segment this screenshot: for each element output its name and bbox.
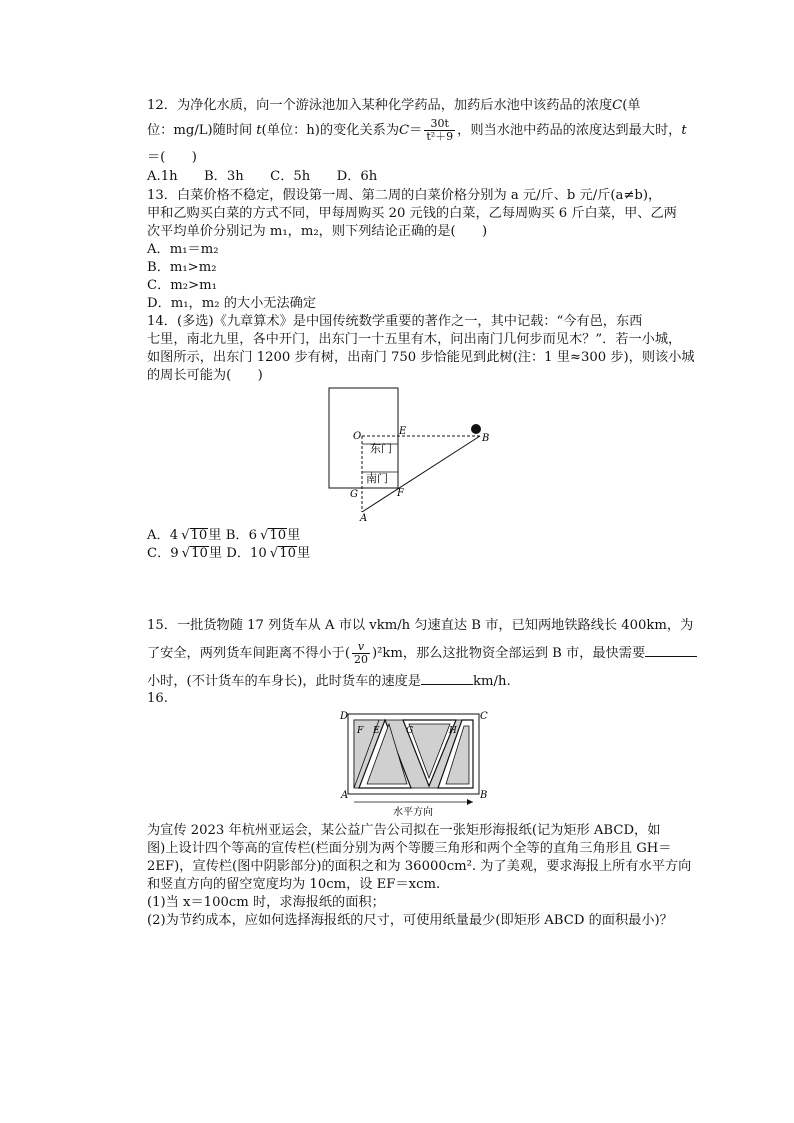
q14-line1: 14．(多选)《九章算术》是中国传统数学重要的著作之一，其中记载：“今有邑，东西: [147, 314, 643, 329]
label-d: D: [340, 711, 349, 722]
tree-icon: [471, 424, 481, 434]
q14-line2: 七里，南北九里，各中开门，出东门一十五里有木，问出南门几何步而见木？”．若一小城，: [147, 332, 682, 347]
q16-line4: 和竖直方向的留空宽度均为 10cm，设 EF＝xcm.: [147, 877, 441, 892]
q15-fraction: $\frac{v}{20}$: [353, 640, 368, 666]
q12-line3: ＝( ): [147, 150, 197, 165]
q13-line1: 13．白菜价格不稳定，假设第一周、第二周的白菜价格分别为 a 元/斤、b 元/斤(a≠b)，: [147, 188, 662, 203]
q14-options-ab: A．4 √10里 B．6 √10里: [147, 528, 301, 543]
label-f: F: [397, 488, 404, 499]
q13-option-a: A．m₁＝m₂: [147, 242, 219, 257]
q13-line2: 甲和乙购买白菜的方式不同，甲每周购买 20 元钱的白菜，乙每周购买 6 斤白菜，甲、乙两: [147, 206, 677, 221]
q15-line3: 小时，(不计货车的车身长)，此时货车的速度是 km/h.: [147, 674, 511, 689]
label-b: B: [482, 433, 490, 444]
q14-line4: 的周长可能为( ): [147, 368, 263, 383]
label-a: A: [341, 790, 349, 801]
q16-line2: 图)上设计四个等高的宣传栏(栏面分别为两个等腰三角形和两个全等的直角三角形且 GH＝: [147, 841, 672, 856]
q14-options-cd: C．9 √10里 D．10 √10里: [147, 546, 311, 561]
east-gate-label: 东门: [370, 442, 392, 455]
q12-line1: 12．为净化水质，向一个游泳池加入某种化学药品，加药后水池中该药品的浓度C(单: [147, 98, 641, 113]
q13-line3: 次平均单价分别记为 m₁，m₂，则下列结论正确的是( ): [147, 224, 488, 239]
label-c: C: [480, 711, 488, 722]
q16-part2: (2)为节约成本，应如何选择海报纸的尺寸，可使用纸量最少(即矩形 ABCD 的面积最小)？: [147, 913, 673, 928]
q14-figure: [320, 384, 500, 524]
q15-blank-2: [421, 672, 473, 685]
q15-line1: 15．一批货物随 17 列货车从 A 市以 vkm/h 匀速直达 B 市，已知两地铁路线长 400km，为: [147, 618, 694, 633]
q16-figure: [338, 708, 490, 820]
q13-option-c: C．m₂>m₁: [147, 278, 217, 293]
q16-number: 16.: [147, 691, 168, 706]
label-f: F: [357, 726, 364, 736]
q13-option-b: B．m₁>m₂: [147, 260, 217, 275]
q13-option-d: D．m₁，m₂ 的大小无法确定: [147, 296, 317, 311]
direction-label: 水平方向: [393, 807, 433, 818]
q16-part1: (1)当 x＝100cm 时，求海报纸的面积；: [147, 895, 385, 910]
label-a: A: [360, 513, 368, 524]
label-h: H: [449, 726, 457, 736]
q12-fraction: $\frac{30t}{\text{t²＋9}}$: [426, 117, 454, 143]
label-o: O: [353, 431, 362, 442]
q16-line3: 2EF)，宣传栏(图中阴影部分)的面积之和为 36000cm². 为了美观，要求海报上所有水平方向: [147, 859, 692, 874]
label-e: E: [399, 426, 407, 437]
label-b: B: [480, 790, 488, 801]
south-gate-label: 南门: [366, 472, 388, 485]
label-g: G: [350, 489, 358, 500]
q15-blank-1: [645, 644, 697, 657]
q12-options: A.1h B．3h C．5h D．6h: [147, 169, 378, 184]
q12-line2: 位：mg/L)随时间 t(单位：h)的变化关系为C＝ $\frac{30t}{\text{t²＋9}}$ ，则当水池中药品的浓度达到最大时，t: [147, 117, 687, 143]
label-g: G: [406, 726, 414, 736]
label-e: E: [373, 726, 380, 736]
q14-line3: 如图所示，出东门 1200 步有树，出南门 750 步恰能见到此树(注：1 里≈300 步)，则该小城: [147, 350, 695, 365]
arrow-head-icon: [467, 799, 473, 805]
q15-line2: 了安全，两列货车间距离不得小于( $\frac{v}{20}$ )²km，那么这批物资全部运到 B 市，最快需要: [147, 641, 697, 666]
q16-line1: 为宣传 2023 年杭州亚运会，某公益广告公司拟在一张矩形海报纸(记为矩形 ABCD，如: [147, 823, 661, 838]
